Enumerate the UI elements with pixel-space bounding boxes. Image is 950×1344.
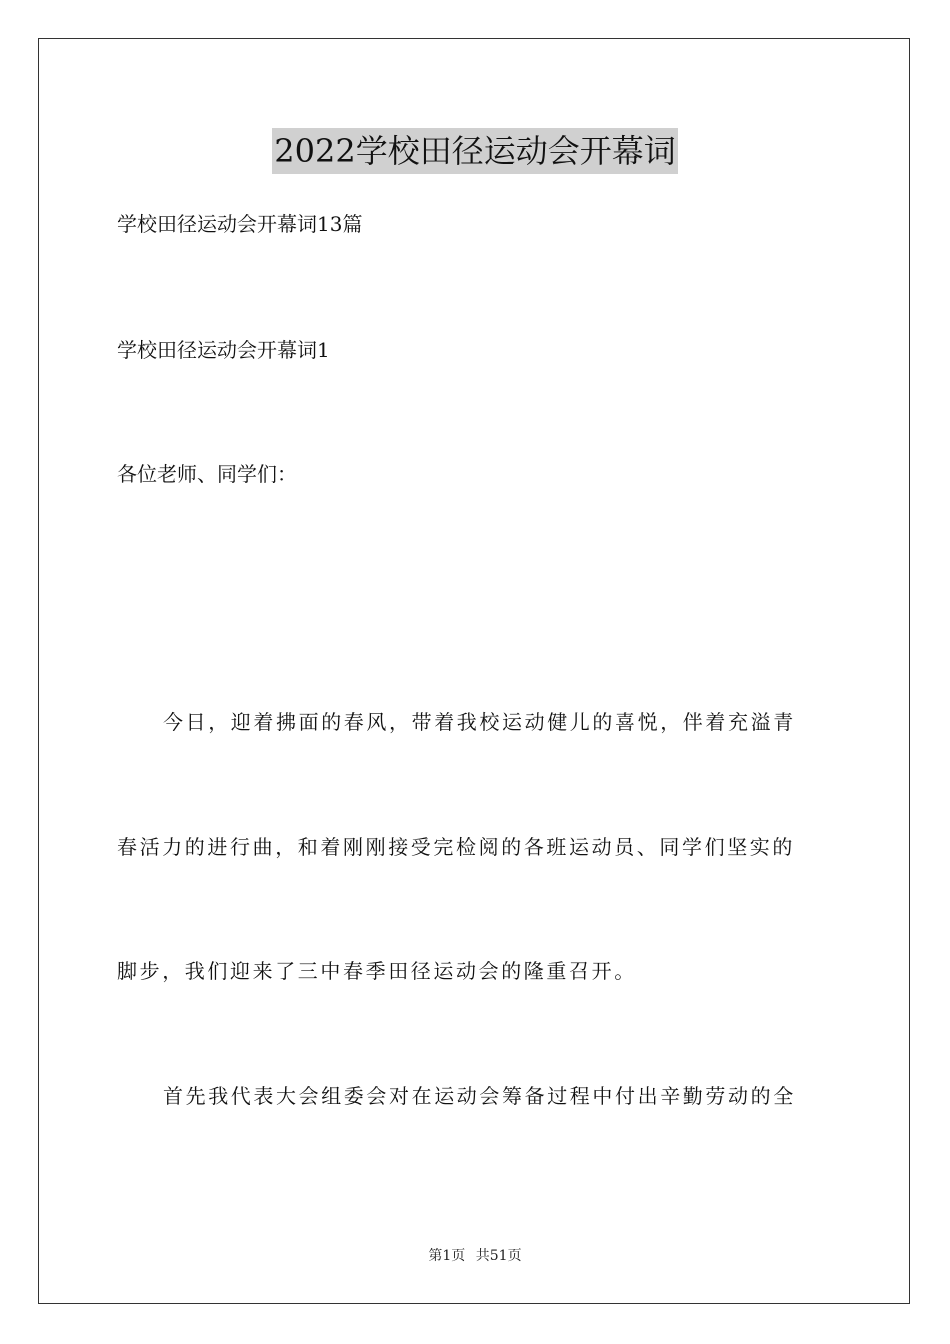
page-total: 共51页 bbox=[475, 1248, 522, 1264]
page-number: 第1页 bbox=[428, 1248, 466, 1264]
paragraph-1-line-2: 春活力的进行曲，和着刚刚接受完检阅的各班运动员、同学们坚实的 bbox=[117, 835, 795, 859]
paragraph-1-line-3: 脚步，我们迎来了三中春季田径运动会的隆重召开。 bbox=[117, 959, 637, 983]
document-title-text: 2022学校田径运动会开幕词 bbox=[272, 128, 677, 174]
document-title bbox=[0, 128, 950, 174]
section-heading: 学校田径运动会开幕词1 bbox=[117, 338, 330, 362]
salutation: 各位老师、同学们： bbox=[117, 462, 297, 486]
paragraph-2-line-1: 首先我代表大会组委会对在运动会筹备过程中付出辛勤劳动的全 bbox=[163, 1084, 796, 1108]
paragraph-1-line-1: 今日，迎着拂面的春风，带着我校运动健儿的喜悦，伴着充溢青 bbox=[163, 710, 796, 734]
page-footer bbox=[0, 1246, 950, 1266]
document-subtitle: 学校田径运动会开幕词13篇 bbox=[117, 212, 363, 236]
